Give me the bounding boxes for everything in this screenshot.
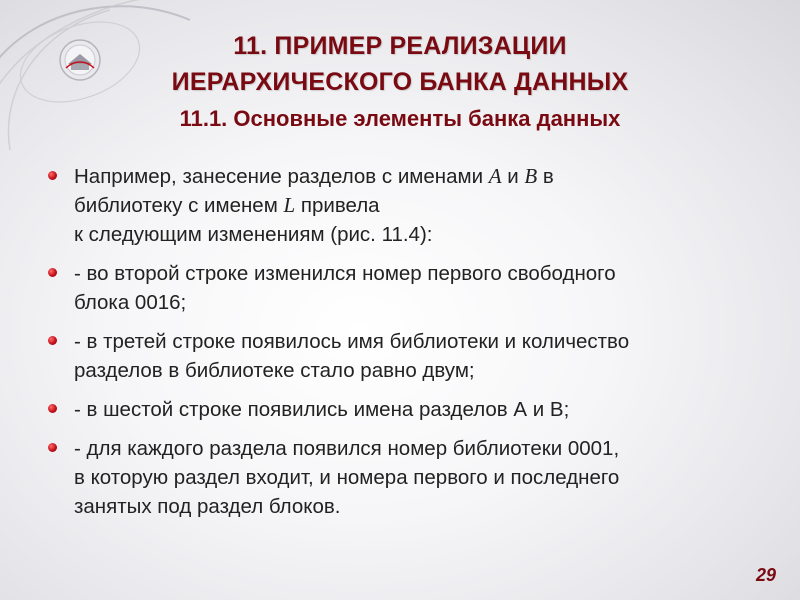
title-line-1: 11. ПРИМЕР РЕАЛИЗАЦИИ [233,32,567,60]
bullet-icon [48,336,57,345]
text-fragment: Например, занесение разделов с именами [74,165,489,188]
list-item-line [74,191,748,220]
bullet-icon [48,443,57,452]
list-item-line [74,162,748,191]
university-logo-icon [58,38,102,82]
list-item-line: - в третей строке появилось имя библиотеки и количество [74,330,630,353]
library-name-l: L [283,193,296,217]
list-item-line: занятых под раздел блоков. [74,495,341,518]
section-name-a: A [488,164,502,188]
list-item [48,395,748,424]
slide-subtitle: 11.1. Основные элементы банка данных [179,106,621,131]
list-item [48,327,748,385]
text-fragment: и [501,165,525,188]
bullet-icon [48,171,57,180]
list-item-line: в которую раздел входит, и номера первого и последнего [74,466,620,489]
bullet-icon [48,404,57,413]
list-item-line: - во второй строке изменился номер первого свободного [74,262,616,285]
list-item-line: - для каждого раздела появился номер библиотеки 0001, [74,437,620,460]
list-item-line: - в шестой строке появились имена разделов А и В; [74,398,570,421]
bullet-icon [48,268,57,277]
slide-title [100,28,700,134]
bullet-list [48,162,748,531]
list-item-line: блока 0016; [74,291,187,314]
page-number: 29 [755,565,776,585]
list-item-line: к следующим изменениям (рис. 11.4): [74,223,433,246]
list-item-line: разделов в библиотеке стало равно двум; [74,359,475,382]
list-item [48,162,748,249]
text-fragment: привела [295,194,380,217]
text-fragment: библиотеку с именем [74,194,284,217]
section-name-b: B [524,164,538,188]
list-item [48,434,748,521]
title-line-2: ИЕРАРХИЧЕСКОГО БАНКА ДАННЫХ [171,68,629,96]
text-fragment: в [537,165,554,188]
list-item [48,259,748,317]
